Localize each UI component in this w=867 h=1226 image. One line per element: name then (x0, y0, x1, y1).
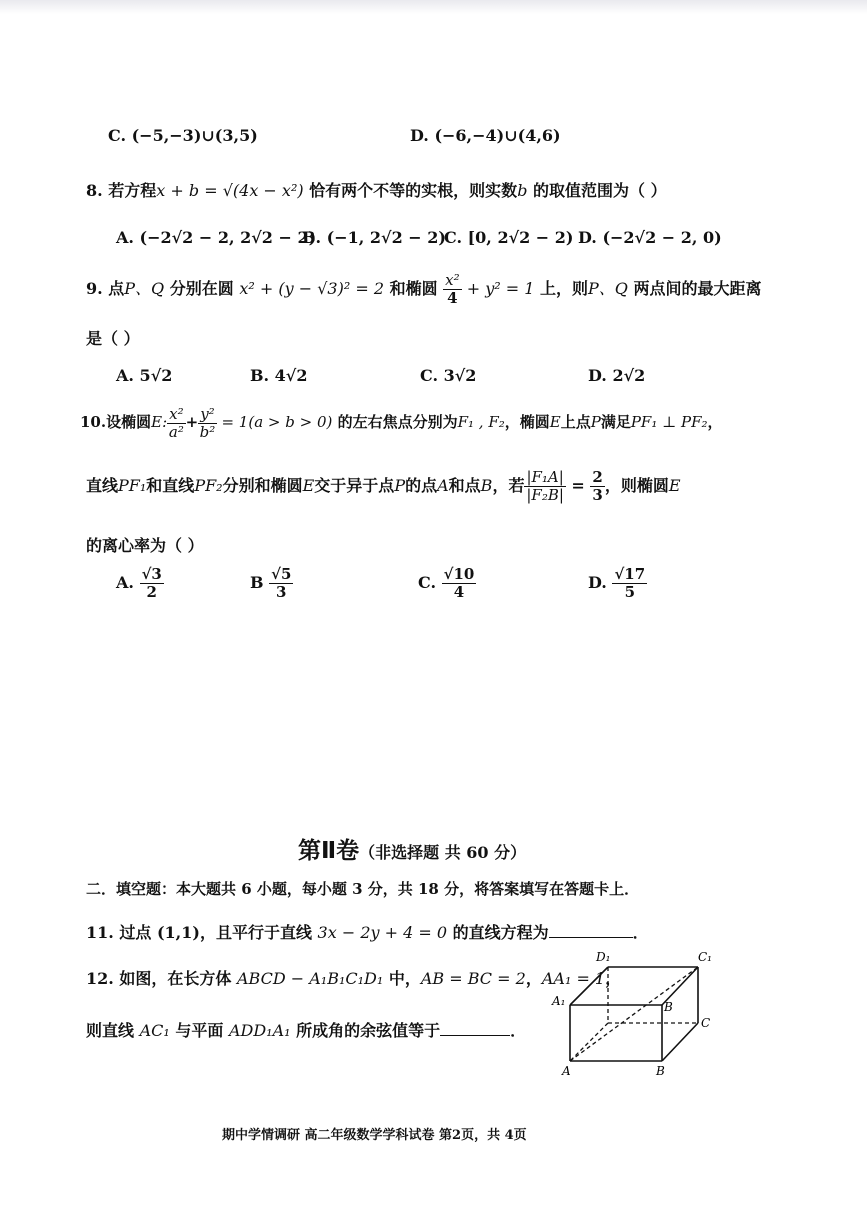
edge-c-b (662, 1023, 698, 1061)
q8-option-b: B. (−1, 2√2 − 2) (302, 228, 446, 247)
q8-equation: x + b = √(4x − x²) (156, 181, 304, 200)
q10-option-c-num: √10 (443, 565, 475, 583)
q10-stem-e: 上点 (560, 413, 591, 431)
q10-e-label: E: (151, 413, 168, 431)
q12-stem-a: 12. 如图，在长方体 (86, 969, 237, 988)
q10-stem-c: 的左右焦点分别为 (332, 413, 458, 431)
label-b: B (656, 1064, 665, 1078)
q10-l2-a: 直线 (86, 476, 119, 495)
q8-var-b: b (517, 181, 528, 200)
q9-ellipse-rest: + y² = 1 (461, 279, 535, 298)
q10-option-d-frac (612, 566, 647, 601)
q10-l2-f: 和点 (448, 476, 481, 495)
edge-a1-d1 (570, 967, 608, 1005)
q8-stem-b: 恰有两个不等的实根，则实数 (303, 181, 518, 200)
q11-stem-a: 11. 过点 (1,1)，且平行于直线 (86, 923, 318, 942)
q10-option-b-num: √5 (271, 565, 292, 583)
q10-option-c-den: 4 (453, 583, 465, 601)
q10-stem-d: ，椭圆 (504, 413, 550, 431)
label-c: C (701, 1016, 711, 1030)
q9-points: P、Q (124, 279, 165, 298)
q12-end: ． (510, 1021, 527, 1040)
q8-stem-a: 8. 若方程 (86, 181, 157, 200)
q11-line-eq: 3x − 2y + 4 = 0 (317, 923, 448, 942)
q10-option-a-den: 2 (146, 583, 157, 601)
q9-ellipse-num: x² (445, 271, 460, 289)
q10-ratio-frac (524, 469, 565, 504)
q10-eq-rest: = 1(a > b > 0) (216, 413, 333, 431)
q10-option-b-den: 3 (276, 583, 287, 601)
q9-ellipse-frac (443, 272, 461, 307)
q10-val-num: 2 (592, 468, 603, 486)
q9-circle-eq: x² + (y − √3)² = 2 (239, 279, 384, 298)
q9-stem-b: 分别在圆 (164, 279, 240, 298)
q9-points-2: P、Q (588, 279, 628, 298)
q7-option-c: C. (−5,−3)∪(3,5) (108, 126, 258, 145)
label-b1: B (664, 1000, 673, 1014)
q9-stem-c: 和椭圆 (384, 279, 444, 298)
q12-l2-b: 与平面 (169, 1021, 229, 1040)
q10-e3: E (302, 476, 315, 495)
q12-plane: ADD₁A₁ (228, 1021, 291, 1040)
section-2-subtitle: （非选择题 共 60 分） (359, 843, 527, 862)
q10-b-pt: B (480, 476, 493, 495)
q8-stem (86, 178, 667, 201)
q10-frac-x (167, 406, 185, 441)
q10-option-b (250, 566, 293, 601)
section-2-title: 第Ⅱ卷 (298, 838, 360, 864)
q10-option-a-frac (140, 566, 164, 601)
q10-eq: = (565, 476, 591, 495)
q11-stem-b: 的直线方程为 (447, 923, 549, 942)
q10-foci: F₁ , F₂ (457, 413, 505, 431)
q10-stem-b: 设椭圆 (106, 413, 152, 431)
q12-solid: ABCD − A₁B₁C₁D₁ (236, 969, 384, 988)
q10-pf2: PF₂ (194, 476, 223, 495)
q10-l2-d: 交于异于点 (314, 476, 395, 495)
q10-option-d (588, 566, 647, 601)
q10-option-c-label: C. (418, 573, 437, 592)
q10-line3: 的离心率为（ ） (86, 536, 204, 555)
q10-val-den: 3 (592, 486, 603, 504)
q10-option-c-frac (442, 566, 477, 601)
q11-stem (86, 920, 649, 943)
q10-option-c (418, 566, 476, 601)
q12-answer-blank (440, 1035, 510, 1036)
section-2-heading (298, 832, 526, 865)
q10-option-d-num: √17 (614, 565, 646, 583)
q10-frac-x-num: x² (169, 404, 184, 423)
q10-ratio-den: |F₂B| (526, 486, 564, 504)
q10-stem: 10.设椭圆E: $\frac{\text{x²}}{\text{a²}}$ + $\frac{\text{y²}}{\text{b²}}$ = 1(a > b > 0) 的左右焦点分别为F₁ , F₂，椭圆E上点P满足PF₁ ⊥ PF₂， (80, 404, 723, 441)
q8-option-c: C. [0, 2√2 − 2) (444, 228, 574, 247)
q12-stem-d: ， (605, 969, 622, 988)
q10-e2: E (549, 413, 561, 431)
q10-l2-g: ，若 (492, 476, 525, 495)
q10-pf1: PF₁ (118, 476, 147, 495)
q10-option-a-num: √3 (141, 565, 162, 583)
q10-value-frac (590, 469, 604, 504)
part-2-instructions: 二．填空题：本大题共 6 小题，每小题 3 分，共 18 分，将答案填写在答题卡上． (86, 880, 640, 898)
q10-option-a-label: A. (116, 573, 134, 592)
q10-l2-b: 和直线 (146, 476, 195, 495)
q9-ellipse-den: 4 (447, 289, 458, 307)
q10-number: 10. (80, 413, 107, 431)
q12-ac1: AC₁ (139, 1021, 170, 1040)
q11-end: ． (632, 923, 649, 942)
q11-answer-blank (549, 937, 633, 938)
q10-stem-f: 满足 (600, 413, 631, 431)
q9-option-b: B. 4√2 (250, 366, 308, 385)
q10-l2-c: 分别和椭圆 (222, 476, 303, 495)
q8-stem-c: 的取值范围为（ ） (527, 181, 667, 200)
q12-line2 (86, 1018, 526, 1041)
q9-option-c: C. 3√2 (420, 366, 477, 385)
q9-stem (86, 270, 761, 308)
q12-cond2: AA₁ = 1 (541, 969, 606, 988)
q12-stem (86, 966, 621, 989)
scan-top-edge (0, 0, 867, 14)
q12-l2-a: 则直线 (86, 1021, 140, 1040)
q10-a-pt: A (437, 476, 449, 495)
q9-stem-d: 上，则 (534, 279, 589, 298)
diagonal-ac1 (570, 967, 698, 1061)
q12-cond1: AB = BC = 2 (420, 969, 526, 988)
q12-stem-c: ， (525, 969, 542, 988)
page-footer: 期中学情调研 高二年级数学学科试卷 第2页，共 4页 (222, 1128, 527, 1143)
label-c1: C₁ (698, 950, 712, 964)
label-a1: A₁ (552, 994, 566, 1008)
q10-option-b-label: B (250, 573, 264, 592)
q10-ratio-num: |F₁A| (526, 468, 564, 486)
q12-l2-c: 所成角的余弦值等于 (290, 1021, 441, 1040)
q10-l2-h: ，则椭圆 (604, 476, 669, 495)
label-a: A (562, 1064, 571, 1078)
q9-stem-e: 两点间的最大距离 (627, 279, 762, 298)
q10-line2 (86, 466, 681, 506)
q8-option-d: D. (−2√2 − 2, 0) (578, 228, 722, 247)
q10-p2: P (394, 476, 406, 495)
hidden-edge-d-a (570, 1023, 608, 1061)
q9-option-d: D. 2√2 (588, 366, 646, 385)
q10-option-d-den: 5 (624, 583, 636, 601)
cuboid-figure (548, 945, 718, 1080)
q10-option-b-frac (269, 566, 293, 601)
q9-option-a: A. 5√2 (116, 366, 173, 385)
q9-stem-line2: 是（ ） (86, 329, 140, 348)
q7-option-d: D. (−6,−4)∪(4,6) (410, 126, 561, 145)
q10-option-d-label: D. (588, 573, 607, 592)
label-d1: D₁ (596, 950, 611, 964)
q10-p: P (590, 413, 601, 431)
q10-frac-y-num: y² (200, 404, 215, 423)
q10-l2-e: 的点 (405, 476, 438, 495)
q10-e4: E (668, 476, 681, 495)
q10-frac-y (198, 406, 217, 441)
q10-perp: PF₁ ⊥ PF₂ (630, 413, 708, 431)
q9-stem-a: 9. 点 (86, 279, 125, 298)
q12-stem-b: 中， (383, 969, 421, 988)
q10-frac-y-den: b² (199, 422, 216, 441)
q10-stem-g: ， (707, 413, 723, 431)
q10-option-a (116, 566, 164, 601)
q8-option-a: A. (−2√2 − 2, 2√2 − 2) (116, 228, 317, 247)
q10-frac-x-den: a² (168, 422, 184, 441)
